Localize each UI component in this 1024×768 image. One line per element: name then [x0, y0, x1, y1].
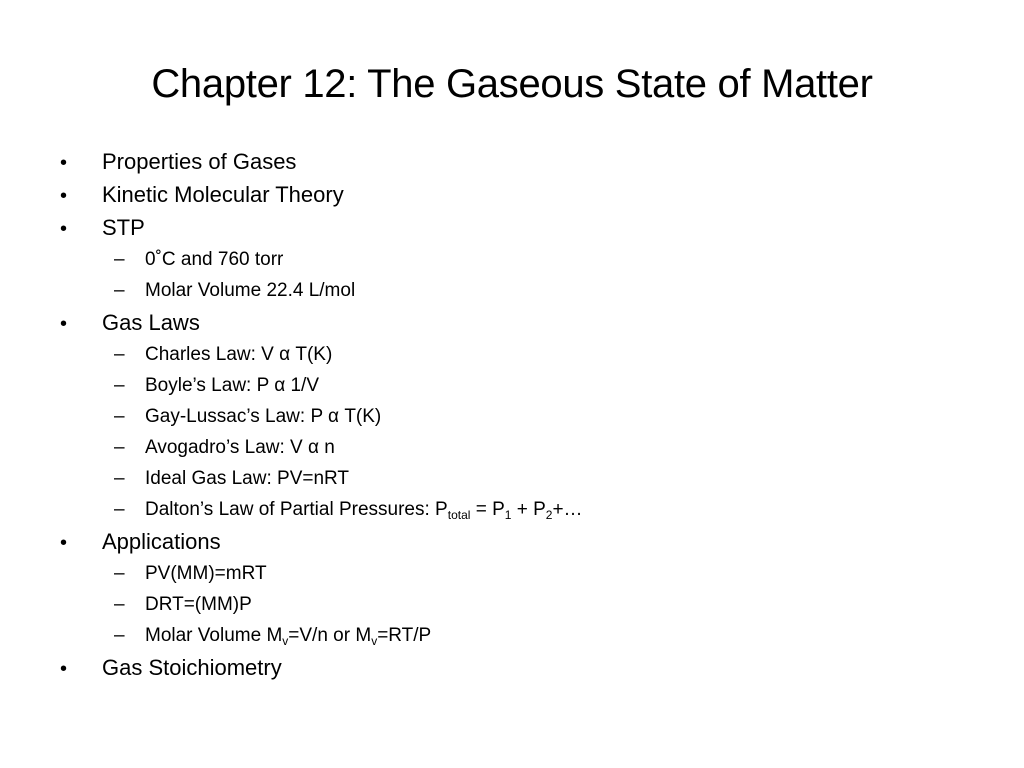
bullet-row: [58, 180, 978, 213]
sub-bullet-item: [58, 434, 978, 465]
text-segment: =RT/P: [377, 625, 432, 646]
bullet-text: Kinetic Molecular Theory: [102, 182, 344, 207]
sub-bullet-item: [58, 372, 978, 403]
bullet-marker: •: [60, 313, 68, 335]
sub-bullet-text: Boyle’s Law: P α 1/V: [145, 375, 319, 396]
bullet-text: Gas Laws: [102, 310, 200, 335]
slide-title: Chapter 12: The Gaseous State of Matter: [151, 62, 873, 106]
bullet-marker: •: [60, 185, 68, 207]
dash-marker: –: [114, 499, 125, 520]
dash-marker: –: [114, 563, 125, 584]
sub-bullet-item: [58, 496, 978, 527]
subscript: total: [447, 508, 471, 522]
bullet-list: [58, 147, 978, 686]
sub-bullet-item: [58, 246, 978, 277]
text-segment: + P: [511, 499, 546, 520]
subscript: 1: [504, 508, 512, 522]
sub-bullet-item: [58, 591, 978, 622]
text-segment: Molar Volume M: [145, 625, 283, 646]
sub-bullet-text: 0˚C and 760 torr: [145, 249, 284, 270]
sub-bullet-row: [58, 591, 978, 622]
subscript: v: [282, 634, 289, 648]
bullet-row: [58, 653, 978, 686]
sub-bullet-list: [58, 246, 978, 308]
sub-bullet-text: PV(MM)=mRT: [145, 563, 267, 584]
bullet-marker: •: [60, 532, 68, 554]
bullet-row: [58, 308, 978, 341]
dash-marker: –: [114, 468, 125, 489]
bullet-text: Gas Stoichiometry: [102, 655, 282, 680]
bullet-text: Applications: [102, 529, 221, 554]
bullet-marker: •: [60, 218, 68, 240]
bullet-row: [58, 213, 978, 246]
sub-bullet-text: [145, 622, 431, 649]
sub-bullet-row: [58, 372, 978, 403]
sub-bullet-item: [58, 277, 978, 308]
sub-bullet-row: [58, 434, 978, 465]
bullet-item: [58, 308, 978, 527]
bullet-row: [58, 147, 978, 180]
sub-bullet-text: Avogadro’s Law: V α n: [145, 437, 335, 458]
sub-bullet-row: [58, 560, 978, 591]
dash-marker: –: [114, 594, 125, 615]
dash-marker: –: [114, 406, 125, 427]
dash-marker: –: [114, 249, 125, 270]
text-segment: = P: [470, 499, 505, 520]
dash-marker: –: [114, 437, 125, 458]
sub-bullet-row: [58, 341, 978, 372]
sub-bullet-list: [58, 341, 978, 527]
sub-bullet-row: [58, 246, 978, 277]
sub-bullet-text: Ideal Gas Law: PV=nRT: [145, 468, 350, 489]
dash-marker: –: [114, 375, 125, 396]
sub-bullet-row: [58, 465, 978, 496]
bullet-item: [58, 213, 978, 308]
bullet-row: [58, 527, 978, 560]
sub-bullet-row: [58, 403, 978, 434]
sub-bullet-row: [58, 622, 978, 653]
bullet-text: STP: [102, 215, 145, 240]
bullet-item: [58, 527, 978, 653]
dash-marker: –: [114, 625, 125, 646]
sub-bullet-text: DRT=(MM)P: [145, 594, 252, 615]
sub-bullet-item: [58, 341, 978, 372]
subscript: v: [371, 634, 378, 648]
sub-bullet-item: [58, 465, 978, 496]
sub-bullet-list: [58, 560, 978, 653]
sub-bullet-item: [58, 403, 978, 434]
sub-bullet-text: Charles Law: V α T(K): [145, 344, 333, 365]
subscript: 2: [545, 508, 553, 522]
text-segment: +…: [552, 499, 583, 520]
bullet-marker: •: [60, 152, 68, 174]
sub-bullet-text: [145, 496, 583, 523]
sub-bullet-text: Molar Volume 22.4 L/mol: [145, 280, 356, 301]
dash-marker: –: [114, 280, 125, 301]
sub-bullet-text: Gay-Lussac’s Law: P α T(K): [145, 406, 382, 427]
bullet-item: [58, 147, 978, 180]
dash-marker: –: [114, 344, 125, 365]
sub-bullet-row: [58, 277, 978, 308]
sub-bullet-item: [58, 560, 978, 591]
text-segment: Dalton’s Law of Partial Pressures: P: [145, 499, 448, 520]
bullet-marker: •: [60, 658, 68, 680]
sub-bullet-item: [58, 622, 978, 653]
bullet-item: [58, 180, 978, 213]
sub-bullet-row: [58, 496, 978, 527]
bullet-item: [58, 653, 978, 686]
text-segment: =V/n or M: [288, 625, 372, 646]
bullet-text: Properties of Gases: [102, 149, 297, 174]
